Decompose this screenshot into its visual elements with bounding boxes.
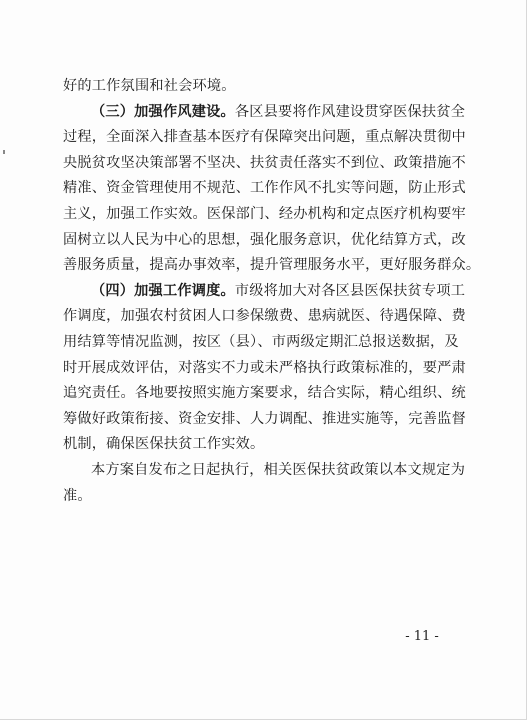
paragraph-continuation [63,74,451,100]
text-line: 好的工作氛围和社会环境。 [63,78,236,94]
text-line: 追究责任。各地要按照实施方案要求，结合实际，精心组织、统 [63,385,466,402]
paragraph-work-scheduling [63,279,466,458]
section-heading-four: （四）加强工作调度。 [91,282,235,299]
text-line: 用结算等情况监测，按区（县）、市两级定期汇总报送数据，及 [63,333,459,350]
text-line: 精准、资金管理使用不规范、工作作风不扎实等问题，防止形式 [63,180,466,197]
text-line: 过程，全面深入排查基本医疗有保障突出问题，重点解决贯彻中 [63,129,466,146]
paragraph-effective-date [63,458,466,509]
text-line: 主义，加强工作实效。医保部门、经办机构和定点医疗机构要牢 [63,205,466,222]
text-line: 央脱贫攻坚决策部署不坚决、扶贫责任落实不到位、政策措施不 [63,154,466,171]
text-line: 善服务质量，提高办事效率，提升管理服务水平，更好服务群众。 [63,257,481,274]
text-line: 固树立以人民为中心的思想，强化服务意识，优化结算方式，改 [63,231,466,248]
text-line-first [63,100,466,126]
section-heading-three: （三）加强作风建设。 [91,103,235,120]
text-line: 本方案自发布之日起执行，相关医保扶贫政策以本文规定为 [91,461,466,478]
text-line: 作调度，加强农村贫困人口参保缴费、患病就医、待遇保障、费 [63,308,466,325]
text-line: 筹做好政策衔接、资金安排、人力调配、推进实施等，完善监督 [63,410,466,427]
page-number: - 11 - [405,629,439,644]
document-body [63,74,481,509]
margin-mark [3,150,5,154]
text-line-rest: 各区县要将作风建设贯穿医保扶贫全 [234,103,466,120]
text-line: 时开展成效评估，对落实不力或未严格执行政策标准的，要严肃 [63,359,466,376]
text-line: 机制，确保医保扶贫工作实效。 [63,436,265,453]
text-line: 准。 [63,487,92,504]
text-line-rest: 市级将加大对各区县医保扶贫专项工 [234,282,466,299]
text-line-first [63,279,466,305]
paragraph-style-building [63,100,481,279]
